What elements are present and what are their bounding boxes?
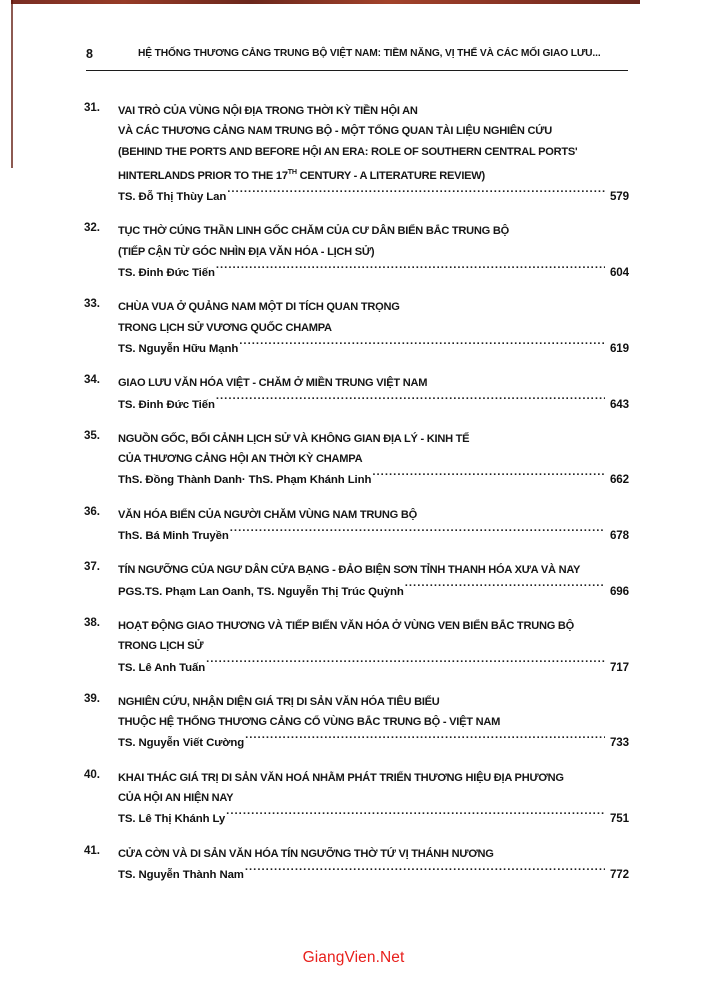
toc-entry-page-number: 619 <box>609 341 629 355</box>
toc-entry-author-row <box>118 525 629 546</box>
header-rule <box>86 70 628 71</box>
toc-entry-author: TS. Nguyễn Thành Nam <box>118 868 244 881</box>
toc-entry-title-line: NGUỒN GỐC, BỐI CẢNH LỊCH SỬ VÀ KHÔNG GIAN ĐỊA LÝ - KINH TẾ <box>118 432 470 445</box>
toc-entry-number: 35. <box>84 428 100 442</box>
toc-entry-author-row <box>118 657 629 678</box>
toc-entry-author: TS. Lê Thị Khánh Ly <box>118 813 226 826</box>
toc-entry[interactable] <box>84 844 629 886</box>
toc-entry-number: 36. <box>84 504 100 518</box>
dot-leader <box>216 394 605 408</box>
toc-entry-title-line: TRONG LỊCH SỬ VƯƠNG QUỐC CHAMPA <box>118 321 332 334</box>
scan-frame-top-edge <box>11 0 640 4</box>
toc-entry-page-number: 717 <box>609 660 629 674</box>
dot-leader <box>405 581 605 595</box>
toc-entry[interactable] <box>84 560 629 602</box>
toc-entry-number: 38. <box>84 615 100 629</box>
toc-entry-author: TS. Lê Anh Tuấn <box>118 661 206 674</box>
toc-entry-author: TS. Đinh Đức Tiến <box>118 398 215 411</box>
toc-entry-body <box>118 221 629 283</box>
toc-entry-author-row <box>118 186 629 207</box>
toc-entry-author-row <box>118 394 629 415</box>
running-head <box>86 47 628 67</box>
toc-entry-author-row <box>118 581 629 602</box>
toc-entry-page-number: 604 <box>609 266 629 280</box>
toc-entry-author: TS. Đỗ Thị Thùy Lan <box>118 191 227 204</box>
table-of-contents-list <box>84 101 629 885</box>
dot-leader <box>226 808 605 822</box>
toc-entry-author-row <box>118 262 629 283</box>
toc-entry-number: 32. <box>84 221 100 235</box>
toc-entry-body <box>118 844 629 886</box>
toc-entry-title-line: CỦA HỘI AN HIỆN NAY <box>118 792 234 805</box>
toc-entry-body <box>118 101 629 207</box>
page-folio-number: 8 <box>86 47 94 61</box>
running-head-title: HỆ THỐNG THƯƠNG CẢNG TRUNG BỘ VIỆT NAM: TIỀM NĂNG, VỊ THẾ VÀ CÁC MỐI GIAO LƯU... <box>138 48 601 59</box>
toc-entry-body <box>118 616 629 678</box>
toc-entry-title-line: VÀ CÁC THƯƠNG CẢNG NAM TRUNG BỘ - MỘT TỔNG QUAN TÀI LIỆU NGHIÊN CỨU <box>118 125 552 138</box>
toc-entry-page-number: 751 <box>609 812 629 826</box>
toc-entry-number: 39. <box>84 691 100 705</box>
toc-entry-body <box>118 505 629 547</box>
toc-entry[interactable] <box>84 768 629 830</box>
toc-entry-body <box>118 297 629 359</box>
toc-entry-number: 31. <box>84 101 100 114</box>
toc-entry[interactable] <box>84 101 629 207</box>
dot-leader <box>230 525 605 539</box>
toc-entry-title-line: VAI TRÒ CỦA VÙNG NỘI ĐỊA TRONG THỜI KỲ TIỀN HỘI AN <box>118 105 418 117</box>
toc-entry-body <box>118 692 629 754</box>
toc-entry-author-row <box>118 732 629 753</box>
toc-entry-page-number: 772 <box>609 867 629 881</box>
toc-entry-number: 34. <box>84 373 100 387</box>
toc-entry-page-number: 733 <box>609 736 629 750</box>
dot-leader <box>245 732 605 746</box>
toc-entry-title-line: GIAO LƯU VĂN HÓA VIỆT - CHĂM Ở MIỀN TRUNG VIỆT NAM <box>118 377 428 390</box>
toc-entry-number: 40. <box>84 767 100 781</box>
toc-entry[interactable] <box>84 616 629 678</box>
toc-entry-body <box>118 373 629 415</box>
toc-entry-author: TS. Nguyễn Hữu Mạnh <box>118 342 239 355</box>
toc-entry-page-number: 579 <box>609 190 629 204</box>
toc-entry-body <box>118 768 629 830</box>
dot-leader <box>239 338 605 352</box>
toc-entry-title-line: TRONG LỊCH SỬ <box>118 640 204 653</box>
toc-entry-author: ThS. Đồng Thành Danh· ThS. Phạm Khánh Linh <box>118 474 372 487</box>
toc-entry[interactable] <box>84 505 629 547</box>
dot-leader <box>245 864 605 878</box>
toc-entry-title-line: (BEHIND THE PORTS AND BEFORE HỘI AN ERA: ROLE OF SOUTHERN CENTRAL PORTS' <box>118 145 578 158</box>
watermark: GiangVien.Net <box>302 949 405 966</box>
toc-entry-author-row <box>118 469 629 490</box>
dot-leader <box>206 657 605 671</box>
toc-entry[interactable] <box>84 692 629 754</box>
toc-entry-title-line: VĂN HÓA BIỂN CỦA NGƯỜI CHĂM VÙNG NAM TRUNG BỘ <box>118 508 417 521</box>
toc-entry-title-line: HOẠT ĐỘNG GIAO THƯƠNG VÀ TIẾP BIẾN VĂN HÓA Ở VÙNG VEN BIỂN BẮC TRUNG BỘ <box>118 619 575 632</box>
toc-entry[interactable] <box>84 373 629 415</box>
toc-entry-number: 37. <box>84 560 100 574</box>
toc-entry-title-line: NGHIÊN CỨU, NHẬN DIỆN GIÁ TRỊ DI SẢN VĂN HÓA TIÊU BIỂU <box>118 695 440 708</box>
scan-frame-left-edge-inner <box>11 0 13 168</box>
toc-entry-author-row <box>118 808 629 829</box>
toc-entry-author-row <box>118 864 629 885</box>
toc-entry[interactable] <box>84 429 629 491</box>
toc-entry-title-line: CỦA THƯƠNG CẢNG HỘI AN THỜI KỲ CHAMPA <box>118 453 363 466</box>
toc-entry-title-line: CỬA CỜN VÀ DI SẢN VĂN HÓA TÍN NGƯỠNG THỜ TỨ VỊ THÁNH NƯƠNG <box>118 847 494 860</box>
toc-entry[interactable] <box>84 221 629 283</box>
toc-entry-title-line: CHÙA VUA Ở QUẢNG NAM MỘT DI TÍCH QUAN TRỌNG <box>118 301 400 314</box>
toc-entry-author: TS. Nguyễn Viết Cường <box>118 737 245 750</box>
toc-entry-author: ThS. Bá Minh Truyền <box>118 530 229 543</box>
dot-leader <box>372 469 605 483</box>
toc-entry-author-row <box>118 338 629 359</box>
toc-entry-page-number: 662 <box>609 473 629 487</box>
toc-entry-title-line: (TIẾP CẬN TỪ GÓC NHÌN ĐỊA VĂN HÓA - LỊCH SỬ) <box>118 245 375 258</box>
toc-entry-number: 33. <box>84 297 100 311</box>
toc-entry-title-line: THUỘC HỆ THỐNG THƯƠNG CẢNG CỔ VÙNG BẮC TRUNG BỘ - VIỆT NAM <box>118 716 501 729</box>
dot-leader <box>227 186 605 200</box>
toc-entry-author: PGS.TS. Phạm Lan Oanh, TS. Nguyễn Thị Trúc Quỳnh <box>118 585 404 598</box>
toc-entry-title-line: KHAI THÁC GIÁ TRỊ DI SẢN VĂN HOÁ NHẰM PHÁT TRIỂN THƯƠNG HIỆU ĐỊA PHƯƠNG <box>118 771 564 784</box>
toc-entry-page-number: 643 <box>609 397 629 411</box>
toc-entry-title-line: TỤC THỜ CÚNG THẦN LINH GỐC CHĂM CỦA CƯ DÂN BIỂN BẮC TRUNG BỘ <box>118 225 510 238</box>
toc-entry-page-number: 696 <box>609 584 629 598</box>
dot-leader <box>216 262 605 276</box>
toc-entry-title-line: HINTERLANDS PRIOR TO THE 17TH CENTURY - A LITERATURE REVIEW) <box>118 166 485 182</box>
toc-entry-author: TS. Đinh Đức Tiến <box>118 267 215 280</box>
toc-entry[interactable] <box>84 297 629 359</box>
toc-entry-body <box>118 560 629 602</box>
toc-entry-body <box>118 429 629 491</box>
toc-entry-page-number: 678 <box>609 529 629 543</box>
toc-entry-title-line: TÍN NGƯỠNG CỦA NGƯ DÂN CỬA BẠNG - ĐẢO BIỆN SƠN TỈNH THANH HÓA XƯA VÀ NAY <box>118 564 581 577</box>
toc-entry-number: 41. <box>84 843 100 857</box>
